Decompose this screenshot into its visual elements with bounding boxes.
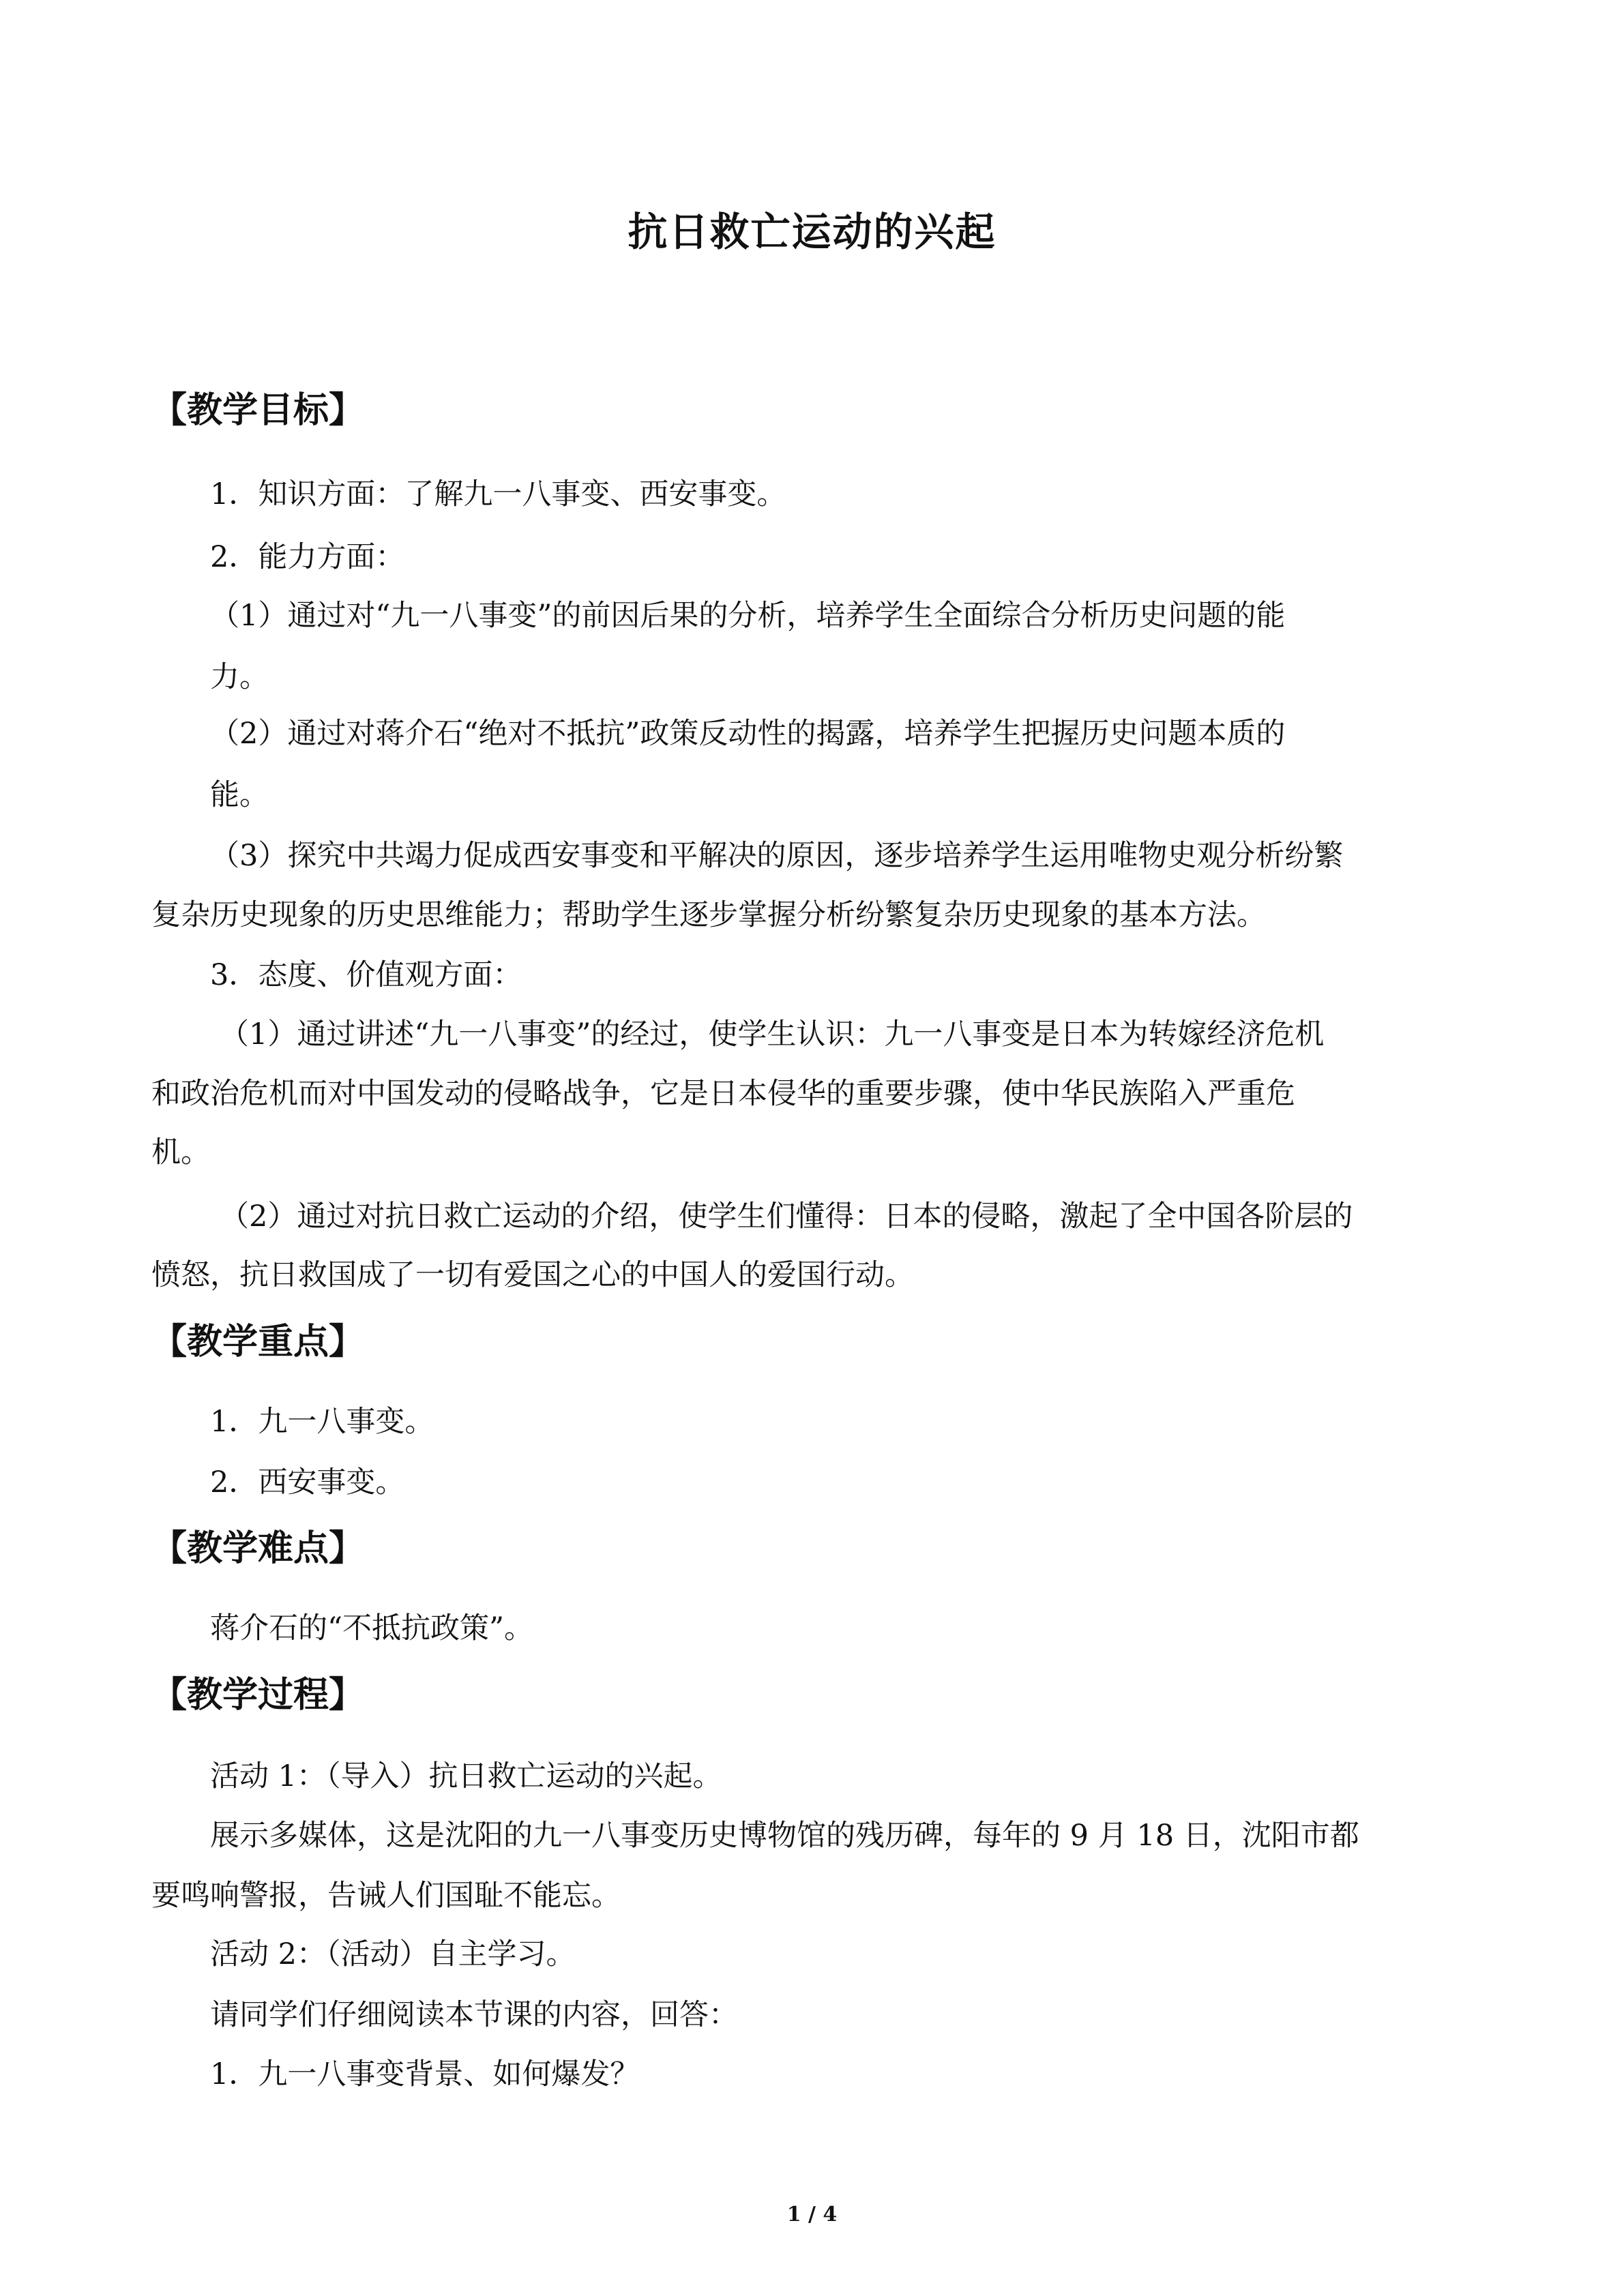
paragraph-line: 机。 (151, 1135, 210, 1169)
page-number: 1 / 4 (786, 2203, 838, 2226)
paragraph-line: 复杂历史现象的历史思维能力；帮助学生逐步掌握分析纷繁复杂历史现象的基本方法。 (151, 898, 1266, 932)
section-heading-difficult: 【教学难点】 (151, 1528, 365, 1569)
paragraph-line: 能。 (210, 778, 269, 812)
paragraph-line: 蒋介石的“不抵抗政策”。 (210, 1611, 533, 1645)
paragraph-line: 力。 (210, 660, 269, 694)
paragraph-line: （3）探究中共竭力促成西安事变和平解决的原因，逐步培养学生运用唯物史观分析纷繁 (210, 839, 1344, 873)
paragraph-line: （2）通过对抗日救亡运动的介绍，使学生们懂得：日本的侵略，激起了全中国各阶层的 (220, 1199, 1353, 1234)
section-heading-process: 【教学过程】 (151, 1675, 365, 1716)
paragraph-line: 2．西安事变。 (210, 1465, 405, 1500)
paragraph-line: 3．态度、价值观方面： (210, 958, 522, 992)
paragraph-line: （1）通过对“九一八事变”的前因后果的分析，培养学生全面综合分析历史问题的能 (210, 599, 1286, 633)
paragraph-line: 要鸣响警报，告诫人们国耻不能忘。 (151, 1879, 621, 1913)
paragraph-line: 和政治危机而对中国发动的侵略战争，它是日本侵华的重要步骤，使中华民族陷入严重危 (151, 1077, 1295, 1111)
paragraph-line: 愤怒，抗日救国成了一切有爱国之心的中国人的爱国行动。 (151, 1258, 914, 1292)
paragraph-line: 1．九一八事变背景、如何爆发？ (210, 2057, 640, 2091)
paragraph-line: 活动 1：（导入）抗日救亡运动的兴起。 (210, 1759, 722, 1793)
paragraph-line: 1．知识方面：了解九一八事变、西安事变。 (210, 477, 786, 511)
paragraph-line: （2）通过对蒋介石“绝对不抵抗”政策反动性的揭露，培养学生把握历史问题本质的 (210, 717, 1286, 751)
paragraph-line: 活动 2：（活动）自主学习。 (210, 1937, 576, 1971)
document-title: 抗日救亡运动的兴起 (628, 209, 996, 255)
paragraph-line: 1．九一八事变。 (210, 1405, 434, 1439)
paragraph-line: 2．能力方面： (210, 540, 405, 574)
section-heading-key: 【教学重点】 (151, 1322, 365, 1362)
paragraph-line: 请同学们仔细阅读本节课的内容，回答： (210, 1998, 738, 2032)
paragraph-line: （1）通过讲述“九一八事变”的经过，使学生认识：九一八事变是日本为转嫁经济危机 (220, 1017, 1325, 1052)
section-heading-goals: 【教学目标】 (151, 390, 365, 431)
paragraph-line: 展示多媒体，这是沈阳的九一八事变历史博物馆的残历碑，每年的 9 月 18 日，沈阳市都 (210, 1819, 1359, 1853)
